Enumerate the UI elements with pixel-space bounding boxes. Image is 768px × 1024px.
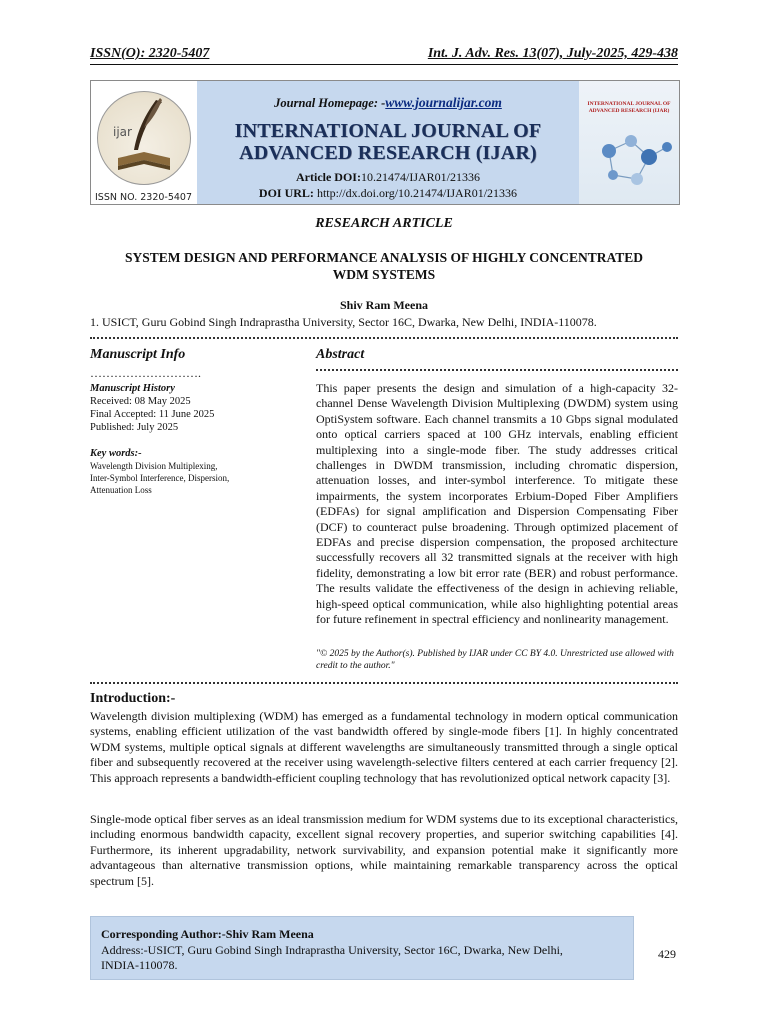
header-issn: ISSN(O): 2320-5407: [90, 46, 210, 61]
keywords-line1: Wavelength Division Multiplexing,: [90, 461, 218, 471]
author-affiliation: 1. USICT, Guru Gobind Singh Indraprastha University, Sector 16C, Dwarka, New Delhi, INDIA-110078.: [90, 315, 597, 329]
introduction-paragraph-2: Single-mode optical fiber serves as an ideal transmission medium for WDM systems due to its exceptional characteristics, including enormous bandwidth capacity, excellent signal recovery properties, and superior switching capabilities [4]. Furthermore, its inherent upgradability, network survivability, and expansion potential make it significantly more advantageous than alternative transmission options, while maintaining remarkable transparency across the optical spectrum [5].: [90, 812, 678, 888]
received-date: Received: 08 May 2025: [90, 396, 191, 407]
author-name: Shiv Ram Meena: [340, 298, 428, 312]
corresponding-author-title: Corresponding Author:-Shiv Ram Meena: [101, 927, 314, 941]
homepage-label: Journal Homepage: -: [274, 96, 386, 110]
manuscript-history: [90, 382, 300, 434]
banner-issn-no: ISSN NO. 2320-5407: [95, 192, 193, 203]
article-type: RESEARCH ARTICLE: [315, 216, 453, 231]
article-doi: [197, 170, 579, 185]
journal-logo-panel: [91, 81, 197, 204]
address-line2: INDIA-110078.: [101, 958, 178, 972]
published-date: Published: July 2025: [90, 422, 179, 433]
doi-url-label: DOI URL:: [258, 186, 314, 200]
journal-banner: [90, 80, 680, 205]
cover-title: INTERNATIONAL JOURNAL OF ADVANCED RESEARCH (IJAR): [587, 101, 671, 114]
doi-url-value[interactable]: http://dx.doi.org/10.21474/IJAR01/21336: [316, 186, 518, 200]
journal-homepage: [197, 95, 579, 111]
address-line1: Address:-USICT, Guru Gobind Singh Indraprastha University, Sector 16C, Dwarka, New Delhi,: [101, 943, 563, 957]
dotted-divider: [90, 334, 678, 339]
logo-text: ijar: [113, 125, 132, 139]
abstract-text: This paper presents the design and simulation of a high-capacity 32-channel Dense Wavelength Division Multiplexing (DWDM) system using OptiSystem software. Each channel transmits a 10 Gbps signal modulated onto optical carriers spaced at 100 GHz intervals, enabling efficient multiplexing into a single-mode fiber. The study addresses critical challenges in DWDM transmission, including chromatic dispersion, attenuation losses, and inter-symbol interference. To mitigate these impairments, the system incorporates Erbium-Doped Fiber Amplifiers (EDFAs) for signal amplification and Dispersion Compensating Fiber (DCF) to counteract pulse broadening. Through optimized placement of EDFAs and precise dispersion compensation, the proposed architecture successfully recovers all 32 transmitted signals at the receiver with high fidelity, demonstrating a low bit error rate (BER) and robust performance. The results validate the effectiveness of the design in achieving reliable, high-speed optical communication, while also highlighting potential areas for future refinement in spectral efficiency and nonlinearity management.: [316, 381, 678, 627]
journal-title-line1: INTERNATIONAL JOURNAL OF: [234, 120, 542, 142]
keywords-line2: Inter-Symbol Interference, Dispersion,: [90, 473, 230, 483]
article-doi-label: Article DOI:: [296, 170, 361, 184]
corresponding-author-address: [101, 943, 563, 973]
history-label: Manuscript History: [90, 383, 175, 394]
accepted-date: Final Accepted: 11 June 2025: [90, 409, 215, 420]
banner-title-panel: [197, 81, 579, 204]
article-doi-value: 10.21474/IJAR01/21336: [360, 170, 480, 184]
journal-title: [197, 120, 579, 164]
article-title: [90, 249, 678, 283]
journal-cover-thumbnail: [579, 81, 679, 204]
article-title-line2: WDM SYSTEMS: [332, 267, 436, 282]
header-citation: Int. J. Adv. Res. 13(07), July-2025, 429-438: [427, 46, 678, 61]
homepage-link[interactable]: www.journalijar.com: [385, 95, 502, 110]
corresponding-author-box: [90, 916, 634, 980]
introduction-heading: Introduction:-: [90, 691, 176, 706]
license-note: "© 2025 by the Author(s). Published by IJAR under CC BY 4.0. Unrestricted use allowed with credit to the author.": [316, 649, 674, 671]
journal-logo: [97, 91, 191, 185]
journal-title-line2: ADVANCED RESEARCH (IJAR): [239, 142, 537, 164]
abstract-heading: Abstract: [316, 347, 365, 362]
doi-url: [197, 186, 579, 201]
article-title-line1: SYSTEM DESIGN AND PERFORMANCE ANALYSIS OF HIGHLY CONCENTRATED: [125, 250, 643, 265]
header-rule: [90, 64, 678, 65]
introduction-paragraph-1: Wavelength division multiplexing (WDM) has emerged as a fundamental technology in modern optical communication systems, enabling efficient utilization of the vast bandwidth offered by single-mode fibers [1]. In highly concentrated WDM systems, multiple optical signals at different wavelengths are simultaneously transmitted through a single optical fiber and subsequently recovered at the receiver using wavelength-selective filters centered at each carrier frequency [2]. This approach represents a bandwidth-efficient coupling technology that has revolutionized optical network capacity [3].: [90, 709, 678, 785]
quill-book-icon: [98, 92, 190, 184]
dotted-divider-2: [90, 679, 678, 684]
page-number: 429: [658, 947, 676, 961]
keywords: [90, 448, 300, 496]
abstract-dots: [316, 366, 678, 371]
keywords-label: Key words:-: [90, 448, 142, 459]
keywords-line3: Attenuation Loss: [90, 485, 152, 495]
manuscript-info-heading: Manuscript Info: [90, 347, 186, 362]
molecule-icon: [579, 81, 679, 204]
manuscript-dots: ……………………….: [90, 366, 201, 380]
